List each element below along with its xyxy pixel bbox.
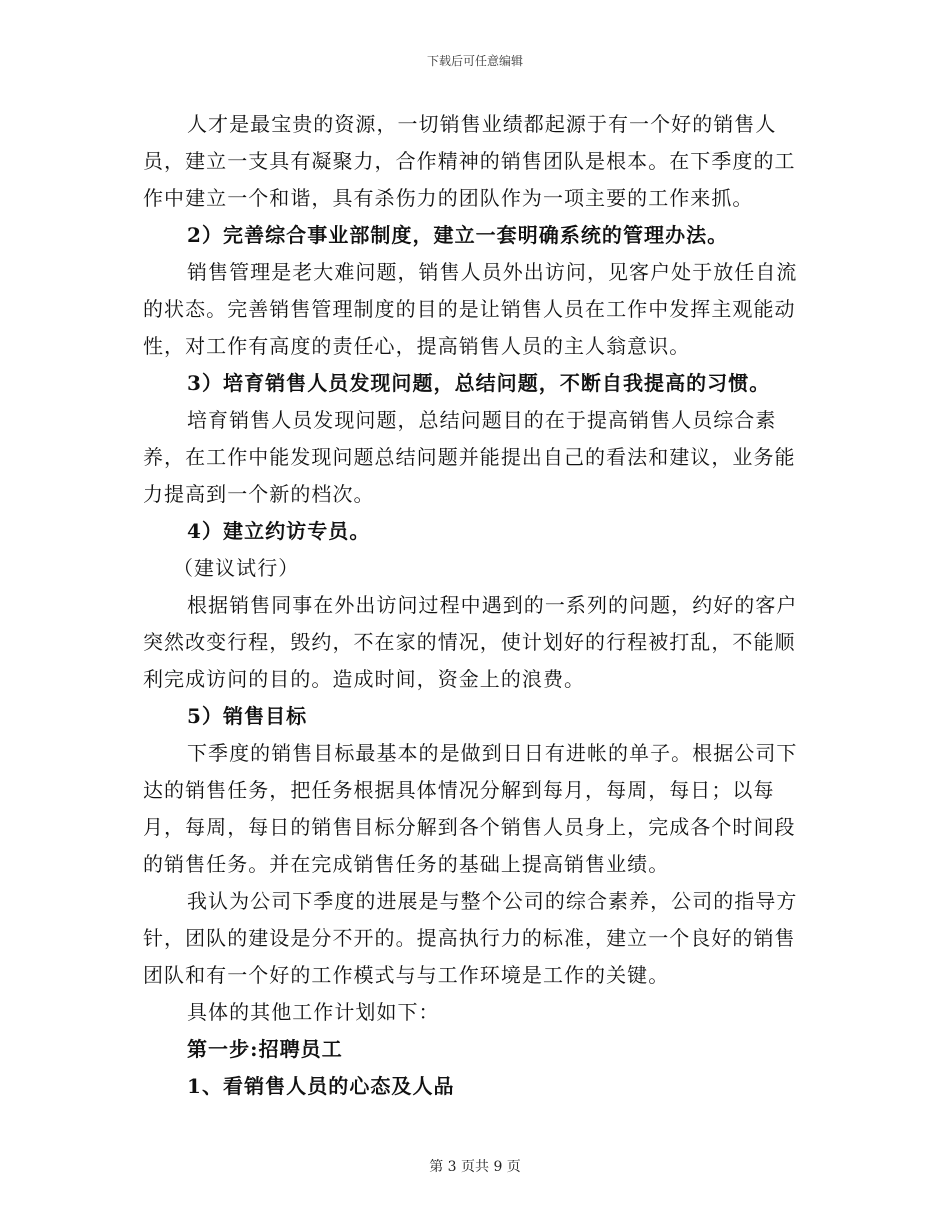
- paragraph-team-building: 人才是最宝贵的资源，一切销售业绩都起源于有一个好的销售人员，建立一支具有凝聚力，合作精神的销售团队是根本。在下季度的工作中建立一个和谐，具有杀伤力的团队作为一项主要的工作来抓。: [143, 112, 796, 210]
- heading-appointment-specialist: 4）建立约访专员。: [187, 519, 371, 543]
- heading-step-one-recruit: 第一步:招聘员工: [187, 1037, 343, 1061]
- paragraph-sales-management: 销售管理是老大难问题，销售人员外出访问，见客户处于放任自流的状态。完善销售管理制度的目的是让销售人员在工作中发挥主观能动性，对工作有高度的责任心，提高销售人员的主人翁意识。: [143, 260, 798, 358]
- page-header: 下载后可任意编辑: [426, 54, 523, 68]
- heading-self-improvement: 3）培育销售人员发现问题，总结问题，不断自我提高的习惯。: [187, 371, 771, 395]
- heading-management-system: 2）完善综合事业部制度，建立一套明确系统的管理办法。: [187, 223, 729, 247]
- paragraph-appointment-issues: 根据销售同事在外出访问过程中遇到的一系列的问题，约好的客户突然改变行程，毁约，不在家的情况，使计划好的行程被打乱，不能顺利完成访问的目的。造成时间，资金上的浪费。: [143, 593, 798, 691]
- paragraph-company-progress: 我认为公司下季度的进展是与整个公司的综合素养，公司的指导方针，团队的建设是分不开的。提高执行力的标准，建立一个良好的销售团队和有一个好的工作模式与与工作环境是工作的关键。: [143, 889, 798, 987]
- document-body: [143, 106, 798, 1105]
- note-trial-suggestion: （建议试行）: [173, 556, 300, 580]
- heading-mindset-character: 1、看销售人员的心态及人品: [187, 1074, 455, 1098]
- heading-sales-target: 5）销售目标: [187, 704, 308, 728]
- paragraph-problem-solving: 培育销售人员发现问题，总结问题目的在于提高销售人员综合素养，在工作中能发现问题总结问题并能提出自己的看法和建议，业务能力提高到一个新的档次。: [143, 408, 796, 506]
- paragraph-sales-target: 下季度的销售目标最基本的是做到日日有进帐的单子。根据公司下达的销售任务，把任务根据具体情况分解到每月，每周，每日；以每月，每周，每日的销售目标分解到各个销售人员身上，完成各个时间段的销售任务。并在完成销售任务的基础上提高销售业绩。: [143, 741, 798, 876]
- paragraph-other-plans: 具体的其他工作计划如下：: [187, 1000, 440, 1024]
- page-footer: 第 3 页共 9 页: [429, 1159, 521, 1175]
